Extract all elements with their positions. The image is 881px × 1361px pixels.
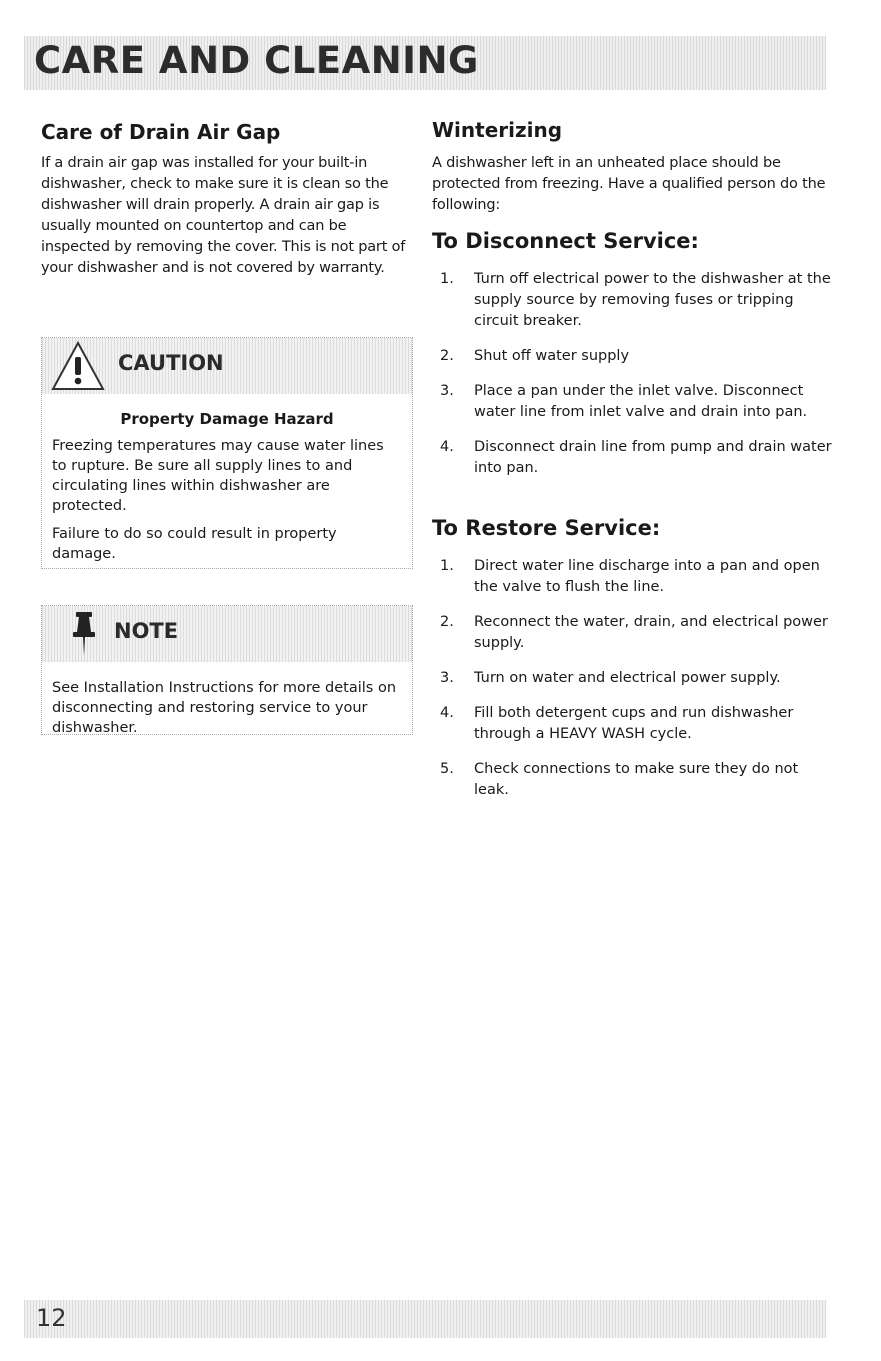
section-title: CARE AND CLEANING: [34, 39, 479, 82]
note-box: [41, 605, 413, 735]
restore-steps-list: [432, 556, 837, 815]
page-footer: [24, 1300, 826, 1338]
step-number: 5.: [440, 761, 454, 777]
winterizing-text: A dishwasher left in an unheated place should be protected from freezing. Have a qualified person do the following:: [432, 155, 826, 213]
restore-step-4: [432, 703, 837, 745]
step-number: 1.: [440, 558, 454, 574]
disconnect-steps-list: [432, 269, 837, 493]
step-text: Fill both detergent cups and run dishwasher through a HEAVY WASH cycle.: [474, 705, 794, 742]
warning-triangle-icon: [50, 340, 106, 392]
step-number: 3.: [440, 383, 454, 399]
disconnect-step-4: [432, 437, 837, 479]
drain-air-gap-text: If a drain air gap was installed for your built-in dishwasher, check to make sure it is clean so the dishwasher will drain properly. A drain air gap is usually mounted on countertop and can be inspected by removing the cover. This is not part of your dishwasher and is not covered by warranty.: [41, 155, 406, 276]
step-text: Turn off electrical power to the dishwasher at the supply source by removing fuses or tripping circuit breaker.: [474, 271, 831, 329]
caution-consequence-text: Failure to do so could result in property damage.: [52, 526, 337, 562]
page-number: 12: [36, 1304, 67, 1332]
note-header: [42, 606, 412, 662]
step-number: 3.: [440, 670, 454, 686]
restore-step-5: [432, 759, 837, 801]
disconnect-heading: To Disconnect Service:: [432, 229, 699, 253]
drain-air-gap-heading: Care of Drain Air Gap: [41, 120, 281, 144]
step-text: Turn on water and electrical power supply.: [474, 670, 781, 686]
restore-heading: To Restore Service:: [432, 516, 661, 540]
step-text: Shut off water supply: [474, 348, 630, 364]
caution-hazard-title: Property Damage Hazard: [120, 410, 334, 428]
disconnect-step-2: [432, 346, 837, 367]
caution-header: [42, 338, 412, 394]
disconnect-step-1: [432, 269, 837, 332]
disconnect-step-3: [432, 381, 837, 423]
step-number: 2.: [440, 348, 454, 364]
step-number: 4.: [440, 439, 454, 455]
step-text: Place a pan under the inlet valve. Disconnect water line from inlet valve and drain into pan.: [474, 383, 808, 420]
restore-step-2: [432, 612, 837, 654]
step-text: Reconnect the water, drain, and electrical power supply.: [474, 614, 828, 651]
caution-box: [41, 337, 413, 569]
restore-step-1: [432, 556, 837, 598]
step-text: Disconnect drain line from pump and drain water into pan.: [474, 439, 832, 476]
step-text: Direct water line discharge into a pan and open the valve to flush the line.: [474, 558, 820, 595]
note-text: See Installation Instructions for more details on disconnecting and restoring service to your dishwasher.: [52, 680, 397, 736]
step-number: 4.: [440, 705, 454, 721]
pushpin-icon: [70, 610, 100, 660]
restore-step-3: [432, 668, 837, 689]
winterizing-heading: Winterizing: [432, 118, 563, 142]
caution-text: Freezing temperatures may cause water lines to rupture. Be sure all supply lines to and circulating lines within dishwasher are protected.: [52, 438, 384, 514]
section-banner: [24, 36, 826, 90]
note-label: NOTE: [114, 619, 179, 643]
step-text: Check connections to make sure they do not leak.: [474, 761, 799, 798]
step-number: 1.: [440, 271, 454, 287]
step-number: 2.: [440, 614, 454, 630]
caution-label: CAUTION: [118, 351, 224, 375]
